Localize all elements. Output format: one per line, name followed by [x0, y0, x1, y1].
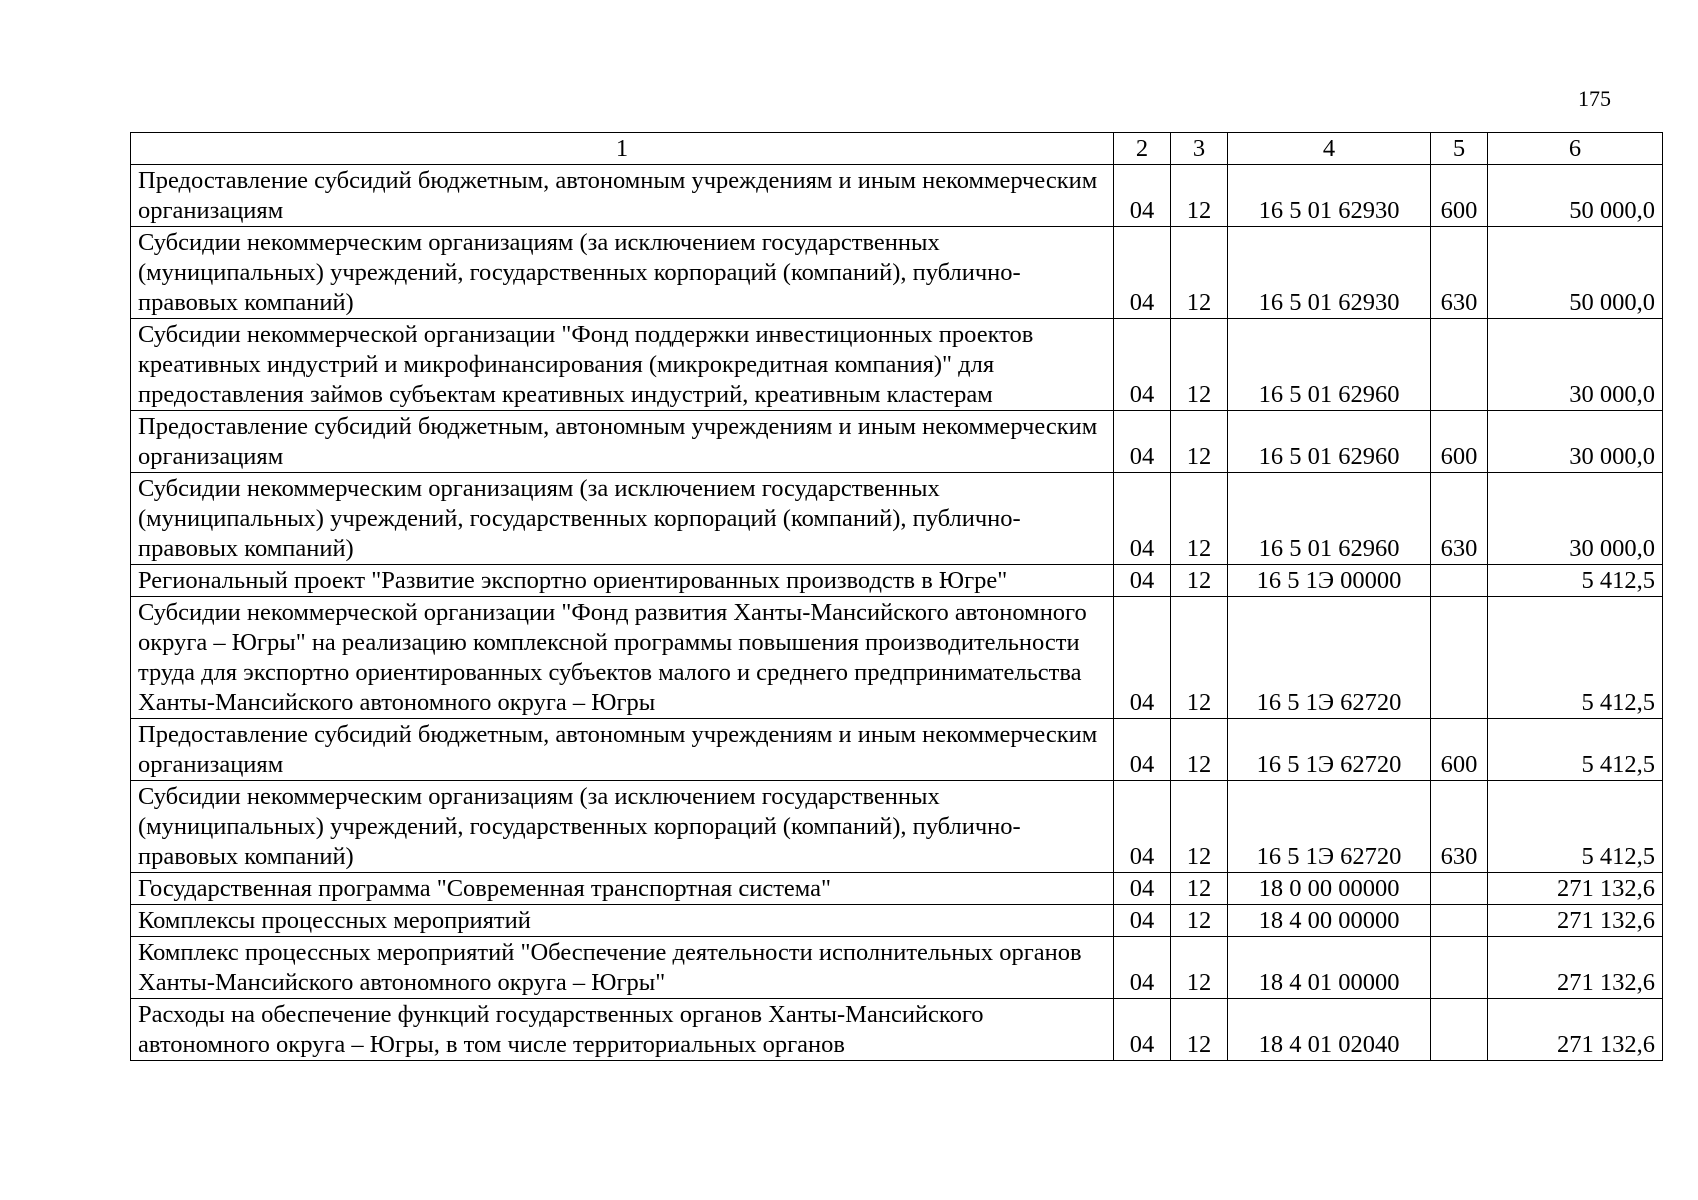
section-code-cell: 04	[1114, 999, 1171, 1061]
amount-cell: 271 132,6	[1488, 873, 1663, 905]
section-code-cell: 04	[1114, 873, 1171, 905]
table-row	[131, 597, 1663, 719]
section-code-cell: 04	[1114, 597, 1171, 719]
amount-cell: 271 132,6	[1488, 937, 1663, 999]
subsection-code-cell: 12	[1171, 227, 1228, 319]
section-code-cell: 04	[1114, 719, 1171, 781]
subsection-code-cell: 12	[1171, 719, 1228, 781]
column-header-4: 4	[1228, 133, 1431, 165]
description-cell: Предоставление субсидий бюджетным, автономным учреждениям и иным некоммерческим организациям	[131, 165, 1114, 227]
amount-cell: 5 412,5	[1488, 719, 1663, 781]
description-cell: Предоставление субсидий бюджетным, автономным учреждениям и иным некоммерческим организациям	[131, 719, 1114, 781]
section-code-cell: 04	[1114, 937, 1171, 999]
subsection-code-cell: 12	[1171, 165, 1228, 227]
table-row	[131, 781, 1663, 873]
table-row	[131, 905, 1663, 937]
table-row	[131, 473, 1663, 565]
amount-cell: 30 000,0	[1488, 411, 1663, 473]
description-cell: Расходы на обеспечение функций государственных органов Ханты-Мансийского автономного округа – Югры, в том числе территориальных органов	[131, 999, 1114, 1061]
amount-cell: 271 132,6	[1488, 999, 1663, 1061]
table-row	[131, 565, 1663, 597]
expense-type-cell: 630	[1431, 227, 1488, 319]
column-header-1: 1	[131, 133, 1114, 165]
target-article-cell: 18 0 00 00000	[1228, 873, 1431, 905]
target-article-cell: 16 5 1Э 62720	[1228, 781, 1431, 873]
header-row	[131, 133, 1663, 165]
description-cell: Комплексы процессных мероприятий	[131, 905, 1114, 937]
target-article-cell: 16 5 01 62960	[1228, 411, 1431, 473]
amount-cell: 30 000,0	[1488, 319, 1663, 411]
target-article-cell: 18 4 01 00000	[1228, 937, 1431, 999]
section-code-cell: 04	[1114, 411, 1171, 473]
table-row	[131, 411, 1663, 473]
column-header-6: 6	[1488, 133, 1663, 165]
target-article-cell: 18 4 00 00000	[1228, 905, 1431, 937]
subsection-code-cell: 12	[1171, 781, 1228, 873]
amount-cell: 271 132,6	[1488, 905, 1663, 937]
description-cell: Субсидии некоммерческим организациям (за исключением государственных (муниципальных) учреждений, государственных корпораций (компаний), публично-правовых компаний)	[131, 227, 1114, 319]
table-row	[131, 227, 1663, 319]
amount-cell: 50 000,0	[1488, 165, 1663, 227]
amount-cell: 50 000,0	[1488, 227, 1663, 319]
table-header	[131, 133, 1663, 165]
description-cell: Субсидии некоммерческим организациям (за исключением государственных (муниципальных) учреждений, государственных корпораций (компаний), публично-правовых компаний)	[131, 781, 1114, 873]
target-article-cell: 16 5 01 62930	[1228, 165, 1431, 227]
subsection-code-cell: 12	[1171, 319, 1228, 411]
description-cell: Региональный проект "Развитие экспортно ориентированных производств в Югре"	[131, 565, 1114, 597]
subsection-code-cell: 12	[1171, 873, 1228, 905]
budget-table	[130, 132, 1663, 1061]
table-row	[131, 719, 1663, 781]
subsection-code-cell: 12	[1171, 999, 1228, 1061]
expense-type-cell	[1431, 873, 1488, 905]
description-cell: Государственная программа "Современная транспортная система"	[131, 873, 1114, 905]
description-cell: Предоставление субсидий бюджетным, автономным учреждениям и иным некоммерческим организациям	[131, 411, 1114, 473]
subsection-code-cell: 12	[1171, 473, 1228, 565]
expense-type-cell	[1431, 999, 1488, 1061]
target-article-cell: 16 5 01 62930	[1228, 227, 1431, 319]
table-row	[131, 319, 1663, 411]
expense-type-cell: 630	[1431, 781, 1488, 873]
expense-type-cell	[1431, 937, 1488, 999]
column-header-5: 5	[1431, 133, 1488, 165]
target-article-cell: 16 5 1Э 62720	[1228, 597, 1431, 719]
amount-cell: 30 000,0	[1488, 473, 1663, 565]
description-cell: Субсидии некоммерческим организациям (за исключением государственных (муниципальных) учреждений, государственных корпораций (компаний), публично-правовых компаний)	[131, 473, 1114, 565]
column-header-2: 2	[1114, 133, 1171, 165]
expense-type-cell	[1431, 319, 1488, 411]
subsection-code-cell: 12	[1171, 937, 1228, 999]
table-row	[131, 937, 1663, 999]
section-code-cell: 04	[1114, 319, 1171, 411]
target-article-cell: 18 4 01 02040	[1228, 999, 1431, 1061]
expense-type-cell: 630	[1431, 473, 1488, 565]
target-article-cell: 16 5 1Э 62720	[1228, 719, 1431, 781]
target-article-cell: 16 5 01 62960	[1228, 319, 1431, 411]
expense-type-cell: 600	[1431, 411, 1488, 473]
expense-type-cell	[1431, 905, 1488, 937]
table-row	[131, 873, 1663, 905]
section-code-cell: 04	[1114, 227, 1171, 319]
expense-type-cell: 600	[1431, 719, 1488, 781]
target-article-cell: 16 5 1Э 00000	[1228, 565, 1431, 597]
subsection-code-cell: 12	[1171, 905, 1228, 937]
subsection-code-cell: 12	[1171, 411, 1228, 473]
description-cell: Субсидии некоммерческой организации "Фонд поддержки инвестиционных проектов креативных индустрий и микрофинансирования (микрокредитная компания)" для предоставления займов субъектам креативных индустрий, креативным кластерам	[131, 319, 1114, 411]
section-code-cell: 04	[1114, 905, 1171, 937]
section-code-cell: 04	[1114, 565, 1171, 597]
description-cell: Комплекс процессных мероприятий "Обеспечение деятельности исполнительных органов Ханты-Мансийского автономного округа – Югры"	[131, 937, 1114, 999]
description-cell: Субсидии некоммерческой организации "Фонд развития Ханты-Мансийского автономного округа – Югры" на реализацию комплексной программы повышения производительности труда для экспортно ориентированных субъектов малого и среднего предпринимательства Ханты-Мансийского автономного округа – Югры	[131, 597, 1114, 719]
subsection-code-cell: 12	[1171, 565, 1228, 597]
section-code-cell: 04	[1114, 473, 1171, 565]
amount-cell: 5 412,5	[1488, 597, 1663, 719]
section-code-cell: 04	[1114, 781, 1171, 873]
expense-type-cell	[1431, 565, 1488, 597]
table-body	[131, 165, 1663, 1061]
table-row	[131, 999, 1663, 1061]
section-code-cell: 04	[1114, 165, 1171, 227]
expense-type-cell: 600	[1431, 165, 1488, 227]
target-article-cell: 16 5 01 62960	[1228, 473, 1431, 565]
expense-type-cell	[1431, 597, 1488, 719]
subsection-code-cell: 12	[1171, 597, 1228, 719]
amount-cell: 5 412,5	[1488, 781, 1663, 873]
table-row	[131, 165, 1663, 227]
page-number: 175	[1578, 86, 1611, 111]
amount-cell: 5 412,5	[1488, 565, 1663, 597]
column-header-3: 3	[1171, 133, 1228, 165]
